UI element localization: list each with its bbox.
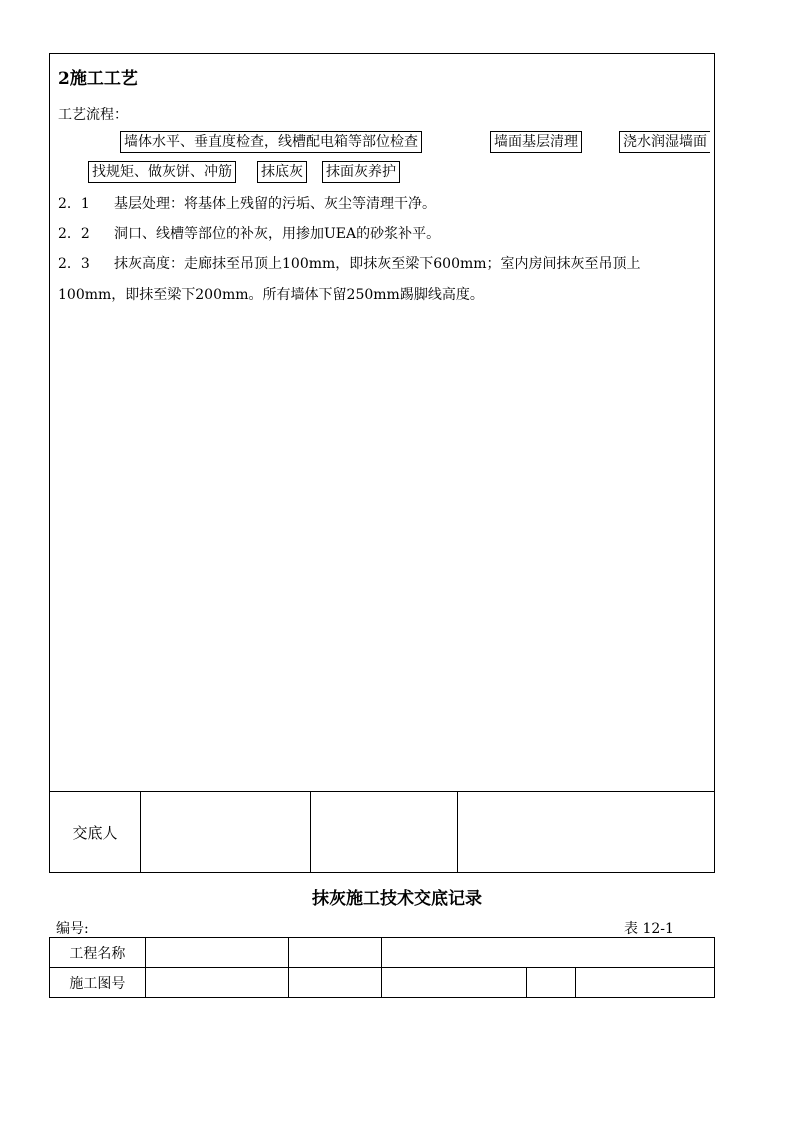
paragraph-number: 2．3 (58, 256, 90, 272)
paragraph-text: 洞口、线槽等部位的补灰，用掺加UEA的砂浆补平。 (114, 226, 441, 242)
table-cell[interactable] (288, 938, 382, 968)
drawing-number-label: 施工图号 (50, 968, 146, 998)
table-cell[interactable] (576, 968, 715, 998)
drawing-number-value[interactable] (145, 968, 288, 998)
flow-step-2: 墙面基层清理 (490, 131, 582, 153)
paragraph-number: 2．1 (58, 196, 90, 212)
flow-step-1: 墙体水平、垂直度检查，线槽配电箱等部位检查 (120, 131, 422, 153)
section-title: 2施工工艺 (58, 69, 138, 89)
paragraph-2-3 (58, 253, 641, 273)
paragraph-number: 2．2 (58, 226, 90, 242)
flow-step-4: 找规矩、做灰饼、冲筋 (88, 161, 236, 183)
signature-label-cell (50, 792, 141, 873)
signature-row (50, 791, 714, 873)
content-frame (49, 53, 715, 873)
flow-step-5: 抹底灰 (257, 161, 307, 183)
paragraph-2-1 (58, 193, 436, 213)
paragraph-text: 抹灰高度：走廊抹至吊顶上100mm，即抹灰至梁下600mm；室内房间抹灰至吊顶上 (114, 256, 641, 272)
table-row (50, 938, 715, 968)
project-name-label: 工程名称 (50, 938, 146, 968)
table-cell[interactable] (382, 968, 527, 998)
signature-cell (311, 792, 458, 873)
signature-label: 交底人 (72, 824, 118, 842)
document-number-label: 编号: (56, 921, 89, 937)
table-cell[interactable] (527, 968, 576, 998)
project-name-value[interactable] (145, 938, 288, 968)
paragraph-2-2 (58, 223, 440, 243)
flow-label: 工艺流程： (58, 107, 128, 123)
info-table (49, 937, 715, 998)
paragraph-text: 基层处理：将基体上残留的污垢、灰尘等清理干净。 (114, 196, 436, 212)
flow-step-6: 抹面灰养护 (322, 161, 400, 183)
table-cell[interactable] (382, 938, 715, 968)
table-row (50, 968, 715, 998)
form-code: 表 12-1 (624, 921, 674, 937)
signature-cell (458, 792, 714, 873)
table-cell[interactable] (288, 968, 382, 998)
signature-cell (141, 792, 311, 873)
paragraph-2-3-continuation: 100mm，即抹至梁下200mm。所有墙体下留250mm踢脚线高度。 (58, 287, 484, 303)
flow-step-3: 浇水润湿墙面 (619, 131, 710, 153)
document-title: 抹灰施工技术交底记录 (312, 889, 482, 909)
